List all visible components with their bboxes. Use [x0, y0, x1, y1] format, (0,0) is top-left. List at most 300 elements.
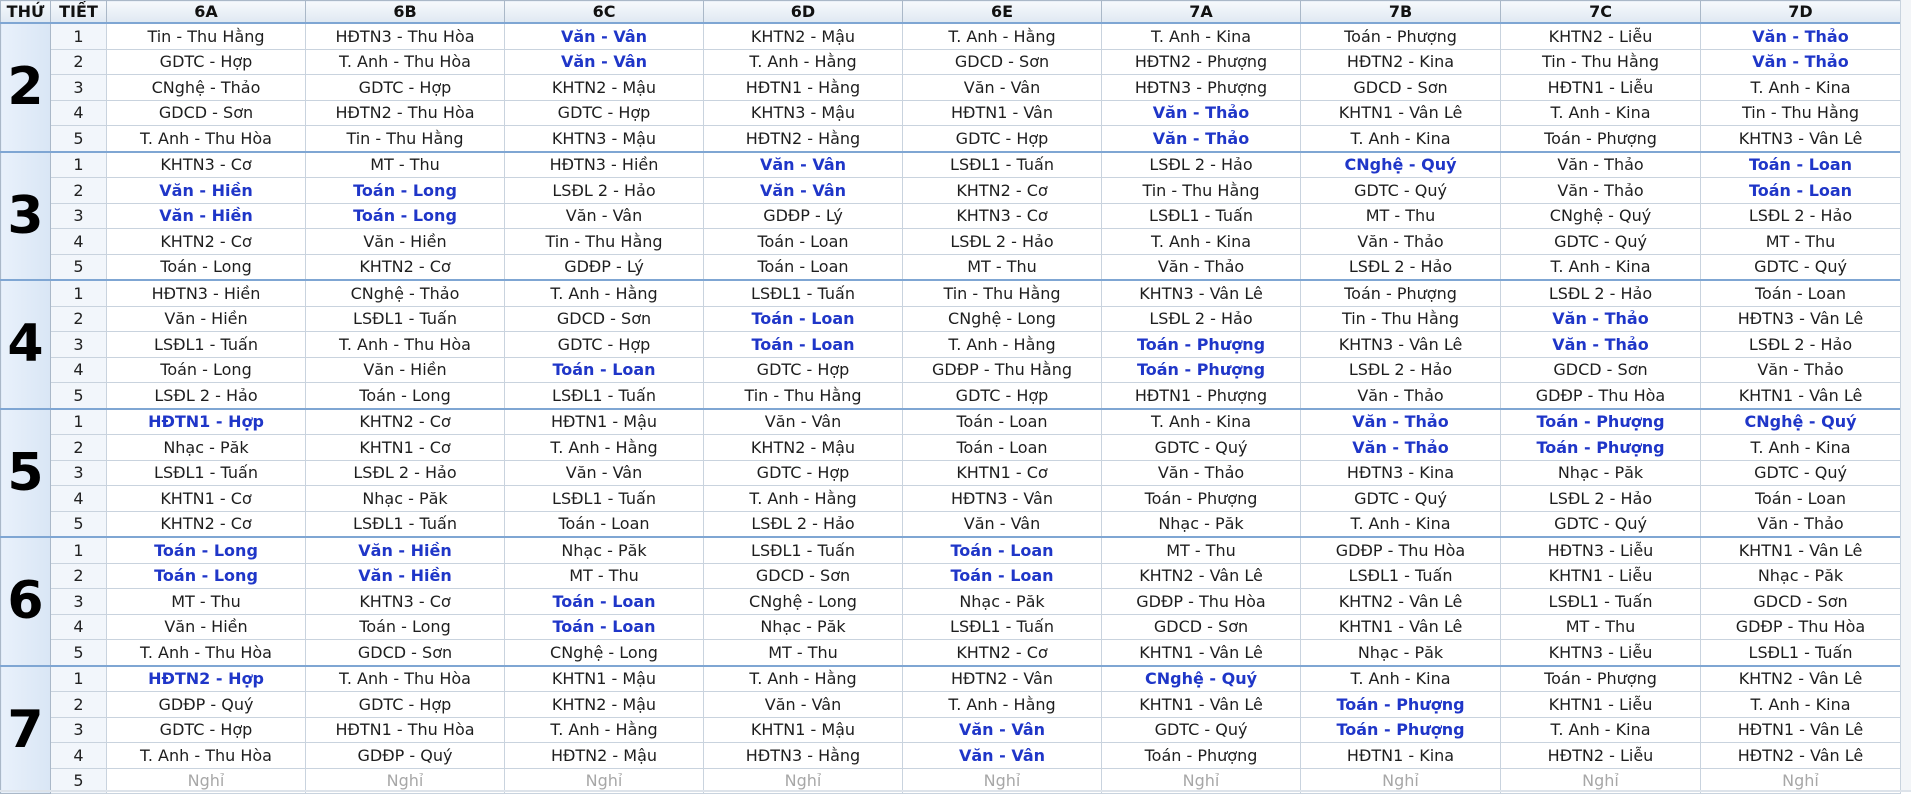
- lesson-cell[interactable]: LSĐL 2 - Hảo: [306, 460, 505, 486]
- lesson-cell[interactable]: GDCD - Sơn: [1102, 614, 1301, 640]
- lesson-cell[interactable]: KHTN2 - Mậu: [704, 23, 903, 49]
- lesson-cell[interactable]: GDTC - Quý: [1501, 511, 1701, 537]
- lesson-cell[interactable]: KHTN2 - Cơ: [903, 640, 1102, 666]
- lesson-cell[interactable]: KHTN1 - Vân Lê: [1102, 640, 1301, 666]
- lesson-cell[interactable]: Toán - Phượng: [1102, 357, 1301, 383]
- class-header-6e[interactable]: 6E: [903, 1, 1102, 24]
- lesson-cell[interactable]: KHTN1 - Cơ: [903, 460, 1102, 486]
- lesson-cell[interactable]: Nghỉ: [505, 768, 704, 794]
- lesson-cell[interactable]: Văn - Vân: [505, 460, 704, 486]
- lesson-cell[interactable]: GDĐP - Lý: [505, 254, 704, 280]
- lesson-cell[interactable]: GDĐP - Quý: [306, 743, 505, 769]
- lesson-cell[interactable]: KHTN2 - Vân Lê: [1701, 666, 1901, 692]
- class-header-6c[interactable]: 6C: [505, 1, 704, 24]
- lesson-cell[interactable]: Văn - Hiền: [107, 306, 306, 332]
- lesson-cell[interactable]: Văn - Thảo: [1301, 435, 1501, 461]
- lesson-cell[interactable]: HĐTN2 - Liễu: [1501, 743, 1701, 769]
- lesson-cell[interactable]: Văn - Thảo: [1501, 306, 1701, 332]
- lesson-cell[interactable]: Toán - Loan: [704, 229, 903, 255]
- lesson-cell[interactable]: MT - Thu: [1301, 203, 1501, 229]
- lesson-cell[interactable]: LSĐL 2 - Hảo: [107, 383, 306, 409]
- lesson-cell[interactable]: LSĐL1 - Tuấn: [704, 537, 903, 563]
- lesson-cell[interactable]: KHTN1 - Vân Lê: [1301, 100, 1501, 126]
- timetable-row: [1, 152, 1901, 178]
- lesson-cell[interactable]: T. Anh - Hằng: [903, 332, 1102, 358]
- day-label: 6: [1, 537, 51, 666]
- lesson-cell[interactable]: GDCD - Sơn: [704, 563, 903, 589]
- lesson-cell[interactable]: T. Anh - Kina: [1102, 23, 1301, 49]
- lesson-cell[interactable]: Toán - Long: [107, 254, 306, 280]
- lesson-cell[interactable]: Toán - Long: [107, 357, 306, 383]
- lesson-cell[interactable]: KHTN3 - Mậu: [704, 100, 903, 126]
- lesson-cell[interactable]: HĐTN1 - Hằng: [704, 75, 903, 101]
- lesson-cell[interactable]: GDTC - Quý: [1701, 254, 1901, 280]
- lesson-cell[interactable]: T. Anh - Thu Hòa: [107, 743, 306, 769]
- lesson-cell[interactable]: KHTN3 - Cơ: [107, 152, 306, 178]
- period-number: 5: [51, 126, 107, 152]
- lesson-cell[interactable]: T. Anh - Kina: [1501, 717, 1701, 743]
- lesson-cell[interactable]: Văn - Vân: [903, 511, 1102, 537]
- lesson-cell[interactable]: Toán - Loan: [505, 589, 704, 615]
- lesson-cell[interactable]: KHTN3 - Vân Lê: [1102, 280, 1301, 306]
- lesson-cell[interactable]: Toán - Long: [306, 203, 505, 229]
- lesson-cell[interactable]: Toán - Loan: [1701, 178, 1901, 204]
- lesson-cell[interactable]: MT - Thu: [1701, 229, 1901, 255]
- lesson-cell[interactable]: HĐTN3 - Kina: [1301, 460, 1501, 486]
- lesson-cell[interactable]: T. Anh - Thu Hòa: [306, 49, 505, 75]
- timetable-row: [1, 460, 1901, 486]
- lesson-cell[interactable]: T. Anh - Kina: [1701, 75, 1901, 101]
- lesson-cell[interactable]: HĐTN3 - Vân Lê: [1701, 306, 1901, 332]
- lesson-cell[interactable]: HĐTN1 - Liễu: [1501, 75, 1701, 101]
- lesson-cell[interactable]: Toán - Loan: [505, 614, 704, 640]
- lesson-cell[interactable]: HĐTN1 - Mậu: [505, 409, 704, 435]
- vertical-scrollbar[interactable]: [1900, 0, 1911, 792]
- lesson-cell[interactable]: HĐTN2 - Vân: [903, 666, 1102, 692]
- lesson-cell[interactable]: Toán - Loan: [505, 357, 704, 383]
- lesson-cell[interactable]: Văn - Thảo: [1301, 229, 1501, 255]
- lesson-cell[interactable]: T. Anh - Kina: [1701, 435, 1901, 461]
- lesson-cell[interactable]: GDTC - Hợp: [306, 692, 505, 718]
- lesson-cell[interactable]: KHTN2 - Cơ: [306, 254, 505, 280]
- lesson-cell[interactable]: Toán - Phượng: [1102, 743, 1301, 769]
- lesson-cell[interactable]: Văn - Thảo: [1102, 460, 1301, 486]
- lesson-cell[interactable]: GDCD - Sơn: [1701, 589, 1901, 615]
- lesson-cell[interactable]: GDĐP - Thu Hằng: [903, 357, 1102, 383]
- lesson-cell[interactable]: LSĐL1 - Tuấn: [107, 460, 306, 486]
- lesson-cell[interactable]: KHTN1 - Vân Lê: [1301, 614, 1501, 640]
- lesson-cell[interactable]: LSĐL 2 - Hảo: [1501, 486, 1701, 512]
- lesson-cell[interactable]: Toán - Phượng: [1501, 435, 1701, 461]
- lesson-cell[interactable]: Nhạc - Păk: [1301, 640, 1501, 666]
- period-number: 1: [51, 23, 107, 49]
- lesson-cell[interactable]: Toán - Loan: [1701, 152, 1901, 178]
- lesson-cell[interactable]: GDTC - Hợp: [107, 717, 306, 743]
- lesson-cell[interactable]: LSĐL1 - Tuấn: [903, 152, 1102, 178]
- lesson-cell[interactable]: T. Anh - Hằng: [903, 23, 1102, 49]
- lesson-cell[interactable]: GDTC - Hợp: [704, 357, 903, 383]
- lesson-cell[interactable]: T. Anh - Hằng: [505, 717, 704, 743]
- lesson-cell[interactable]: KHTN1 - Vân Lê: [1701, 383, 1901, 409]
- lesson-cell[interactable]: HĐTN3 - Phượng: [1102, 75, 1301, 101]
- lesson-cell[interactable]: Văn - Hiền: [306, 357, 505, 383]
- lesson-cell[interactable]: Văn - Thảo: [1102, 126, 1301, 152]
- lesson-cell[interactable]: Nhạc - Păk: [1102, 511, 1301, 537]
- lesson-cell[interactable]: T. Anh - Hằng: [505, 280, 704, 306]
- period-number: 2: [51, 692, 107, 718]
- lesson-cell[interactable]: MT - Thu: [704, 640, 903, 666]
- class-header-6a[interactable]: 6A: [107, 1, 306, 24]
- lesson-cell[interactable]: Văn - Vân: [505, 23, 704, 49]
- lesson-cell[interactable]: HĐTN1 - Phượng: [1102, 383, 1301, 409]
- lesson-cell[interactable]: Toán - Phượng: [1301, 23, 1501, 49]
- lesson-cell[interactable]: Văn - Thảo: [1501, 178, 1701, 204]
- lesson-cell[interactable]: LSĐL1 - Tuấn: [1102, 203, 1301, 229]
- lesson-cell[interactable]: Toán - Phượng: [1501, 126, 1701, 152]
- lesson-cell[interactable]: KHTN2 - Cơ: [107, 229, 306, 255]
- lesson-cell[interactable]: LSĐL 2 - Hảo: [704, 511, 903, 537]
- class-header-7c[interactable]: 7C: [1501, 1, 1701, 24]
- lesson-cell[interactable]: LSĐL1 - Tuấn: [505, 486, 704, 512]
- lesson-cell[interactable]: GDĐP - Lý: [704, 203, 903, 229]
- lesson-cell[interactable]: GDĐP - Thu Hòa: [1301, 537, 1501, 563]
- lesson-cell[interactable]: Toán - Loan: [903, 563, 1102, 589]
- lesson-cell[interactable]: T. Anh - Thu Hòa: [306, 332, 505, 358]
- period-number: 4: [51, 743, 107, 769]
- lesson-cell[interactable]: KHTN2 - Vân Lê: [1102, 563, 1301, 589]
- lesson-cell[interactable]: KHTN3 - Cơ: [903, 203, 1102, 229]
- lesson-cell[interactable]: Văn - Thảo: [1701, 23, 1901, 49]
- lesson-cell[interactable]: GDTC - Hợp: [107, 49, 306, 75]
- lesson-cell[interactable]: HĐTN2 - Kina: [1301, 49, 1501, 75]
- period-number: 1: [51, 666, 107, 692]
- lesson-cell[interactable]: CNghệ - Thảo: [107, 75, 306, 101]
- lesson-cell[interactable]: KHTN2 - Vân Lê: [1301, 589, 1501, 615]
- lesson-cell[interactable]: T. Anh - Hằng: [704, 666, 903, 692]
- lesson-cell[interactable]: Toán - Phượng: [1301, 280, 1501, 306]
- lesson-cell[interactable]: HĐTN1 - Kina: [1301, 743, 1501, 769]
- lesson-cell[interactable]: KHTN3 - Cơ: [306, 589, 505, 615]
- lesson-cell[interactable]: CNghệ - Quý: [1501, 203, 1701, 229]
- lesson-cell[interactable]: Văn - Vân: [505, 49, 704, 75]
- lesson-cell[interactable]: GDĐP - Thu Hòa: [1501, 383, 1701, 409]
- lesson-cell[interactable]: Văn - Hiền: [107, 178, 306, 204]
- lesson-cell[interactable]: GDCD - Sơn: [107, 100, 306, 126]
- lesson-cell[interactable]: LSĐL 2 - Hảo: [903, 229, 1102, 255]
- lesson-cell[interactable]: MT - Thu: [1501, 614, 1701, 640]
- lesson-cell[interactable]: MT - Thu: [903, 254, 1102, 280]
- lesson-cell[interactable]: LSĐL 2 - Hảo: [1301, 254, 1501, 280]
- lesson-cell[interactable]: KHTN1 - Cơ: [107, 486, 306, 512]
- lesson-cell[interactable]: LSĐL1 - Tuấn: [107, 332, 306, 358]
- lesson-cell[interactable]: HĐTN3 - Thu Hòa: [306, 23, 505, 49]
- lesson-cell[interactable]: KHTN3 - Liễu: [1501, 640, 1701, 666]
- lesson-cell[interactable]: T. Anh - Kina: [1701, 692, 1901, 718]
- lesson-cell[interactable]: T. Anh - Kina: [1102, 409, 1301, 435]
- period-number: 3: [51, 75, 107, 101]
- lesson-cell[interactable]: Văn - Vân: [505, 203, 704, 229]
- lesson-cell[interactable]: LSĐL 2 - Hảo: [505, 178, 704, 204]
- lesson-cell[interactable]: T. Anh - Hằng: [704, 49, 903, 75]
- lesson-cell[interactable]: HĐTN1 - Hợp: [107, 409, 306, 435]
- lesson-cell[interactable]: HĐTN3 - Vân: [903, 486, 1102, 512]
- lesson-cell[interactable]: MT - Thu: [1102, 537, 1301, 563]
- lesson-cell[interactable]: GDCD - Sơn: [1301, 75, 1501, 101]
- lesson-cell[interactable]: Văn - Vân: [903, 75, 1102, 101]
- lesson-cell[interactable]: Nghỉ: [1301, 768, 1501, 794]
- lesson-cell[interactable]: GDTC - Quý: [1501, 229, 1701, 255]
- lesson-cell[interactable]: GDCD - Sơn: [505, 306, 704, 332]
- lesson-cell[interactable]: LSĐL1 - Tuấn: [306, 306, 505, 332]
- lesson-cell[interactable]: LSĐL 2 - Hảo: [1301, 357, 1501, 383]
- lesson-cell[interactable]: Tin - Thu Hằng: [1102, 178, 1301, 204]
- lesson-cell[interactable]: Văn - Vân: [704, 152, 903, 178]
- lesson-cell[interactable]: GDTC - Hợp: [306, 75, 505, 101]
- lesson-cell[interactable]: GDCD - Sơn: [306, 640, 505, 666]
- lesson-cell[interactable]: Toán - Loan: [505, 511, 704, 537]
- lesson-cell[interactable]: KHTN3 - Mậu: [505, 126, 704, 152]
- lesson-cell[interactable]: Nghỉ: [704, 768, 903, 794]
- lesson-cell[interactable]: GDĐP - Thu Hòa: [1102, 589, 1301, 615]
- timetable-row: [1, 332, 1901, 358]
- lesson-cell[interactable]: KHTN1 - Liễu: [1501, 692, 1701, 718]
- lesson-cell[interactable]: Văn - Vân: [704, 178, 903, 204]
- lesson-cell[interactable]: Nghỉ: [1102, 768, 1301, 794]
- lesson-cell[interactable]: KHTN2 - Mậu: [505, 75, 704, 101]
- lesson-cell[interactable]: KHTN1 - Cơ: [306, 435, 505, 461]
- lesson-cell[interactable]: Tin - Thu Hằng: [306, 126, 505, 152]
- lesson-cell[interactable]: LSĐL 2 - Hảo: [1102, 306, 1301, 332]
- lesson-cell[interactable]: Tin - Thu Hằng: [1301, 306, 1501, 332]
- lesson-cell[interactable]: LSĐL1 - Tuấn: [704, 280, 903, 306]
- period-number: 1: [51, 537, 107, 563]
- lesson-cell[interactable]: T. Anh - Thu Hòa: [306, 666, 505, 692]
- lesson-cell[interactable]: Tin - Thu Hằng: [1501, 49, 1701, 75]
- lesson-cell[interactable]: T. Anh - Hằng: [505, 435, 704, 461]
- lesson-cell[interactable]: LSĐL1 - Tuấn: [903, 614, 1102, 640]
- lesson-cell[interactable]: GDĐP - Thu Hòa: [1701, 614, 1901, 640]
- lesson-cell[interactable]: CNghệ - Quý: [1102, 666, 1301, 692]
- lesson-cell[interactable]: T. Anh - Hằng: [704, 486, 903, 512]
- lesson-cell[interactable]: Nhạc - Păk: [306, 486, 505, 512]
- class-header-6b[interactable]: 6B: [306, 1, 505, 24]
- lesson-cell[interactable]: CNghệ - Long: [903, 306, 1102, 332]
- lesson-cell[interactable]: HĐTN2 - Phượng: [1102, 49, 1301, 75]
- timetable-row: [1, 357, 1901, 383]
- lesson-cell[interactable]: Văn - Vân: [704, 692, 903, 718]
- lesson-cell[interactable]: Toán - Loan: [1701, 280, 1901, 306]
- lesson-cell[interactable]: KHTN1 - Mậu: [704, 717, 903, 743]
- lesson-cell[interactable]: KHTN2 - Cơ: [903, 178, 1102, 204]
- lesson-cell[interactable]: T. Anh - Kina: [1301, 666, 1501, 692]
- lesson-cell[interactable]: Tin - Thu Hằng: [1701, 100, 1901, 126]
- lesson-cell[interactable]: HĐTN2 - Thu Hòa: [306, 100, 505, 126]
- lesson-cell[interactable]: GDTC - Hợp: [704, 460, 903, 486]
- lesson-cell[interactable]: KHTN2 - Cơ: [107, 511, 306, 537]
- lesson-cell[interactable]: Toán - Loan: [903, 435, 1102, 461]
- lesson-cell[interactable]: HĐTN2 - Mậu: [505, 743, 704, 769]
- lesson-cell[interactable]: GDTC - Quý: [1701, 460, 1901, 486]
- lesson-cell[interactable]: Văn - Hiền: [107, 614, 306, 640]
- lesson-cell[interactable]: KHTN2 - Liễu: [1501, 23, 1701, 49]
- lesson-cell[interactable]: HĐTN3 - Liễu: [1501, 537, 1701, 563]
- lesson-cell[interactable]: Nhạc - Păk: [903, 589, 1102, 615]
- lesson-cell[interactable]: GDCD - Sơn: [1501, 357, 1701, 383]
- lesson-cell[interactable]: KHTN2 - Mậu: [704, 435, 903, 461]
- lesson-cell[interactable]: Toán - Long: [306, 178, 505, 204]
- lesson-cell[interactable]: MT - Thu: [505, 563, 704, 589]
- lesson-cell[interactable]: Văn - Vân: [903, 717, 1102, 743]
- lesson-cell[interactable]: HĐTN1 - Vân Lê: [1701, 717, 1901, 743]
- lesson-cell[interactable]: T. Anh - Kina: [1301, 511, 1501, 537]
- lesson-cell[interactable]: Toán - Loan: [704, 254, 903, 280]
- lesson-cell[interactable]: Nhạc - Păk: [1701, 563, 1901, 589]
- lesson-cell[interactable]: T. Anh - Kina: [1501, 100, 1701, 126]
- lesson-cell[interactable]: LSĐL 2 - Hảo: [1102, 152, 1301, 178]
- lesson-cell[interactable]: T. Anh - Kina: [1501, 254, 1701, 280]
- lesson-cell[interactable]: Văn - Hiền: [306, 229, 505, 255]
- lesson-cell[interactable]: HĐTN2 - Hằng: [704, 126, 903, 152]
- lesson-cell[interactable]: LSĐL1 - Tuấn: [1701, 640, 1901, 666]
- lesson-cell[interactable]: Toán - Phượng: [1301, 692, 1501, 718]
- lesson-cell[interactable]: KHTN3 - Vân Lê: [1301, 332, 1501, 358]
- day-label: 7: [1, 666, 51, 794]
- lesson-cell[interactable]: CNghệ - Thảo: [306, 280, 505, 306]
- lesson-cell[interactable]: Tin - Thu Hằng: [903, 280, 1102, 306]
- lesson-cell[interactable]: Văn - Thảo: [1301, 383, 1501, 409]
- lesson-cell[interactable]: Văn - Hiền: [306, 537, 505, 563]
- class-header-7d[interactable]: 7D: [1701, 1, 1901, 24]
- lesson-cell[interactable]: HĐTN2 - Vân Lê: [1701, 743, 1901, 769]
- class-header-7a[interactable]: 7A: [1102, 1, 1301, 24]
- lesson-cell[interactable]: T. Anh - Hằng: [903, 692, 1102, 718]
- lesson-cell[interactable]: T. Anh - Thu Hòa: [107, 640, 306, 666]
- lesson-cell[interactable]: Văn - Thảo: [1102, 254, 1301, 280]
- lesson-cell[interactable]: GDTC - Quý: [1102, 435, 1301, 461]
- lesson-cell[interactable]: KHTN1 - Mậu: [505, 666, 704, 692]
- timetable-row: [1, 743, 1901, 769]
- lesson-cell[interactable]: Văn - Thảo: [1701, 357, 1901, 383]
- lesson-cell[interactable]: Văn - Vân: [903, 743, 1102, 769]
- period-number: 2: [51, 306, 107, 332]
- lesson-cell[interactable]: Nhạc - Păk: [704, 614, 903, 640]
- lesson-cell[interactable]: Văn - Thảo: [1501, 152, 1701, 178]
- lesson-cell[interactable]: GDTC - Hợp: [505, 100, 704, 126]
- lesson-cell[interactable]: Văn - Hiền: [306, 563, 505, 589]
- lesson-cell[interactable]: LSĐL 2 - Hảo: [1701, 332, 1901, 358]
- lesson-cell[interactable]: Toán - Phượng: [1501, 666, 1701, 692]
- lesson-cell[interactable]: GDĐP - Quý: [107, 692, 306, 718]
- lesson-cell[interactable]: Toán - Phượng: [1102, 332, 1301, 358]
- timetable-row: [1, 614, 1901, 640]
- lesson-cell[interactable]: Toán - Long: [107, 537, 306, 563]
- lesson-cell[interactable]: Toán - Loan: [1701, 486, 1901, 512]
- period-number: 4: [51, 357, 107, 383]
- lesson-cell[interactable]: CNghệ - Quý: [1301, 152, 1501, 178]
- lesson-cell[interactable]: Tin - Thu Hằng: [505, 229, 704, 255]
- period-column-header: TIẾT: [51, 1, 107, 24]
- lesson-cell[interactable]: GDTC - Hợp: [903, 126, 1102, 152]
- lesson-cell[interactable]: Văn - Vân: [704, 409, 903, 435]
- lesson-cell[interactable]: CNghệ - Quý: [1701, 409, 1901, 435]
- lesson-cell[interactable]: Toán - Phượng: [1102, 486, 1301, 512]
- lesson-cell[interactable]: Nghỉ: [107, 768, 306, 794]
- lesson-cell[interactable]: Nghỉ: [306, 768, 505, 794]
- lesson-cell[interactable]: Nhạc - Păk: [1501, 460, 1701, 486]
- lesson-cell[interactable]: KHTN1 - Liễu: [1501, 563, 1701, 589]
- lesson-cell[interactable]: GDCD - Sơn: [903, 49, 1102, 75]
- lesson-cell[interactable]: Toán - Long: [306, 383, 505, 409]
- lesson-cell[interactable]: Toán - Loan: [903, 537, 1102, 563]
- lesson-cell[interactable]: Toán - Long: [107, 563, 306, 589]
- class-header-7b[interactable]: 7B: [1301, 1, 1501, 24]
- lesson-cell[interactable]: KHTN1 - Vân Lê: [1701, 537, 1901, 563]
- lesson-cell[interactable]: Văn - Thảo: [1102, 100, 1301, 126]
- lesson-cell[interactable]: HĐTN3 - Hằng: [704, 743, 903, 769]
- lesson-cell[interactable]: KHTN3 - Vân Lê: [1701, 126, 1901, 152]
- lesson-cell[interactable]: T. Anh - Kina: [1102, 229, 1301, 255]
- class-header-6d[interactable]: 6D: [704, 1, 903, 24]
- lesson-cell[interactable]: Tin - Thu Hằng: [704, 383, 903, 409]
- lesson-cell[interactable]: Văn - Thảo: [1701, 49, 1901, 75]
- lesson-cell[interactable]: Nghỉ: [1501, 768, 1701, 794]
- lesson-cell[interactable]: LSĐL1 - Tuấn: [505, 383, 704, 409]
- lesson-cell[interactable]: LSĐL1 - Tuấn: [1501, 589, 1701, 615]
- lesson-cell[interactable]: LSĐL1 - Tuấn: [306, 511, 505, 537]
- lesson-cell[interactable]: Toán - Loan: [903, 409, 1102, 435]
- lesson-cell[interactable]: HĐTN3 - Hiền: [107, 280, 306, 306]
- timetable-row: [1, 563, 1901, 589]
- lesson-cell[interactable]: HĐTN1 - Thu Hòa: [306, 717, 505, 743]
- timetable-row: [1, 178, 1901, 204]
- lesson-cell[interactable]: GDTC - Hợp: [903, 383, 1102, 409]
- lesson-cell[interactable]: LSĐL 2 - Hảo: [1701, 203, 1901, 229]
- lesson-cell[interactable]: T. Anh - Thu Hòa: [107, 126, 306, 152]
- lesson-cell[interactable]: HĐTN3 - Hiền: [505, 152, 704, 178]
- lesson-cell[interactable]: GDTC - Quý: [1102, 717, 1301, 743]
- lesson-cell[interactable]: GDTC - Hợp: [505, 332, 704, 358]
- lesson-cell[interactable]: LSĐL1 - Tuấn: [1301, 563, 1501, 589]
- lesson-cell[interactable]: Văn - Thảo: [1701, 511, 1901, 537]
- lesson-cell[interactable]: KHTN2 - Cơ: [306, 409, 505, 435]
- lesson-cell[interactable]: Toán - Long: [306, 614, 505, 640]
- lesson-cell[interactable]: Toán - Loan: [704, 306, 903, 332]
- lesson-cell[interactable]: LSĐL 2 - Hảo: [1501, 280, 1701, 306]
- lesson-cell[interactable]: CNghệ - Long: [704, 589, 903, 615]
- lesson-cell[interactable]: HĐTN2 - Hợp: [107, 666, 306, 692]
- lesson-cell[interactable]: Toán - Loan: [704, 332, 903, 358]
- lesson-cell[interactable]: KHTN1 - Vân Lê: [1102, 692, 1301, 718]
- lesson-cell[interactable]: Toán - Phượng: [1501, 409, 1701, 435]
- lesson-cell[interactable]: Văn - Thảo: [1501, 332, 1701, 358]
- lesson-cell[interactable]: Nhạc - Păk: [505, 537, 704, 563]
- lesson-cell[interactable]: GDTC - Quý: [1301, 486, 1501, 512]
- lesson-cell[interactable]: T. Anh - Kina: [1301, 126, 1501, 152]
- lesson-cell[interactable]: Toán - Phượng: [1301, 717, 1501, 743]
- lesson-cell[interactable]: MT - Thu: [306, 152, 505, 178]
- lesson-cell[interactable]: Văn - Thảo: [1301, 409, 1501, 435]
- lesson-cell[interactable]: HĐTN1 - Vân: [903, 100, 1102, 126]
- lesson-cell[interactable]: GDTC - Quý: [1301, 178, 1501, 204]
- lesson-cell[interactable]: Tin - Thu Hằng: [107, 23, 306, 49]
- lesson-cell[interactable]: Nhạc - Păk: [107, 435, 306, 461]
- lesson-cell[interactable]: Văn - Hiền: [107, 203, 306, 229]
- lesson-cell[interactable]: CNghệ - Long: [505, 640, 704, 666]
- lesson-cell[interactable]: MT - Thu: [107, 589, 306, 615]
- lesson-cell[interactable]: KHTN2 - Mậu: [505, 692, 704, 718]
- lesson-cell[interactable]: Nghỉ: [903, 768, 1102, 794]
- lesson-cell[interactable]: Nghỉ: [1701, 768, 1901, 794]
